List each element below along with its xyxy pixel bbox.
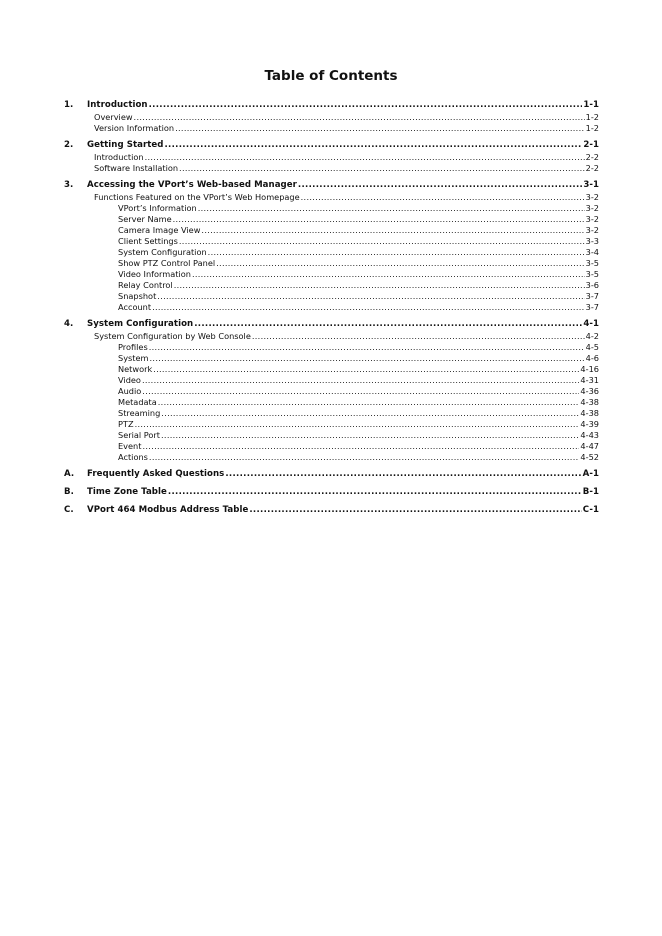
toc-entry-subsection[interactable] — [64, 214, 599, 225]
toc-entry-title: PTZ — [118, 419, 134, 429]
toc-entry-title: Streaming — [118, 408, 161, 418]
toc-dot-leader — [168, 486, 582, 499]
toc-entry-title: Snapshot — [118, 291, 157, 301]
toc-entry-title: Actions — [118, 452, 148, 462]
toc-entry-title: System Configuration — [118, 247, 207, 257]
toc-page-number: B-1 — [582, 487, 599, 497]
toc-dot-leader — [149, 452, 579, 463]
toc-chapter-title: Getting Started — [87, 140, 164, 150]
toc-dot-leader — [201, 225, 584, 236]
toc-page-number: 1-2 — [585, 123, 599, 133]
toc-entry-chapter[interactable] — [64, 99, 599, 112]
toc-page-number: 4-47 — [580, 441, 599, 451]
toc-entry-chapter[interactable] — [64, 179, 599, 192]
toc-dot-leader — [225, 468, 581, 481]
toc-entry-subsection[interactable] — [64, 386, 599, 397]
toc-entry-title: Audio — [118, 386, 142, 396]
toc-chapter-title: Accessing the VPort’s Web-based Manager — [87, 180, 297, 190]
toc-entry-subsection[interactable] — [64, 280, 599, 291]
toc-dot-leader — [158, 397, 580, 408]
toc-chapter-title: System Configuration — [87, 319, 194, 329]
toc-chapter-number: 1. — [64, 100, 74, 110]
toc-page-number: 3-2 — [585, 225, 599, 235]
toc-entry-title: Serial Port — [118, 430, 161, 440]
toc-chapter-title: Introduction — [87, 100, 148, 110]
toc-entry-subsection[interactable] — [64, 408, 599, 419]
toc-page-number: 4-5 — [585, 342, 599, 352]
toc-page-number: 3-2 — [585, 203, 599, 213]
toc-dot-leader — [192, 269, 585, 280]
toc-page-number: 3-7 — [585, 302, 599, 312]
toc-dot-leader — [142, 375, 579, 386]
toc-entry-subsection[interactable] — [64, 225, 599, 236]
toc-page-number: 4-2 — [585, 331, 599, 341]
toc-chapter-title: Frequently Asked Questions — [87, 469, 225, 479]
toc-page-number: 4-31 — [580, 375, 599, 385]
toc-entry-title: Version Information — [94, 123, 175, 133]
toc-entry-title: Functions Featured on the VPort’s Web Homepage — [94, 192, 300, 202]
toc-entry-section[interactable] — [64, 112, 599, 123]
toc-page-number: 3-7 — [585, 291, 599, 301]
toc-entry-title: Metadata — [118, 397, 157, 407]
toc-dot-leader — [174, 280, 585, 291]
toc-chapter-number: C. — [64, 505, 74, 515]
toc-page-number: 4-38 — [580, 397, 599, 407]
toc-page-number: 4-36 — [580, 386, 599, 396]
toc-section — [64, 99, 599, 134]
toc-page-number: 4-39 — [580, 419, 599, 429]
toc-chapter-title: VPort 464 Modbus Address Table — [87, 505, 249, 515]
toc-section — [64, 318, 599, 463]
toc-page-number: 2-1 — [583, 140, 599, 150]
toc-dot-leader — [208, 247, 585, 258]
page-title: Table of Contents — [264, 68, 398, 84]
toc-entry-chapter[interactable] — [64, 139, 599, 152]
toc-entry-title: System — [118, 353, 149, 363]
toc-entry-title: Video — [118, 375, 141, 385]
toc-page-number: 3-1 — [583, 180, 599, 190]
toc-dot-leader — [153, 364, 579, 375]
toc-entry-section[interactable] — [64, 331, 599, 342]
toc-page-number: 1-1 — [583, 100, 599, 110]
toc-entry-title: Client Settings — [118, 236, 178, 246]
toc-dot-leader — [252, 331, 585, 342]
toc-entry-subsection[interactable] — [64, 364, 599, 375]
toc-entry-section[interactable] — [64, 123, 599, 134]
toc-entry-title: Overview — [94, 112, 133, 122]
toc-entry-subsection[interactable] — [64, 441, 599, 452]
toc-dot-leader — [149, 342, 585, 353]
toc-section — [64, 486, 599, 499]
toc-dot-leader — [152, 302, 585, 313]
toc-page-number: C-1 — [582, 505, 599, 515]
toc-page-number: 3-2 — [585, 214, 599, 224]
toc-entry-subsection[interactable] — [64, 258, 599, 269]
toc-dot-leader — [145, 152, 585, 163]
toc-entry-subsection[interactable] — [64, 353, 599, 364]
toc-chapter-number: 4. — [64, 319, 74, 329]
toc-entry-subsection[interactable] — [64, 419, 599, 430]
toc-entry-subsection[interactable] — [64, 236, 599, 247]
toc-dot-leader — [164, 139, 582, 152]
toc-dot-leader — [298, 179, 582, 192]
table-of-contents — [64, 99, 599, 522]
toc-entry-subsection[interactable] — [64, 291, 599, 302]
toc-entry-title: Relay Control — [118, 280, 173, 290]
toc-dot-leader — [135, 419, 580, 430]
toc-entry-subsection[interactable] — [64, 430, 599, 441]
toc-page-number: 4-43 — [580, 430, 599, 440]
toc-dot-leader — [134, 112, 585, 123]
toc-page-number: 3-3 — [585, 236, 599, 246]
toc-entry-title: VPort’s Information — [118, 203, 197, 213]
toc-dot-leader — [249, 504, 581, 517]
toc-entry-section[interactable] — [64, 163, 599, 174]
toc-dot-leader — [161, 430, 579, 441]
toc-dot-leader — [179, 163, 585, 174]
toc-dot-leader — [150, 353, 585, 364]
toc-chapter-number: B. — [64, 487, 74, 497]
toc-entry-subsection[interactable] — [64, 302, 599, 313]
toc-chapter-number: 3. — [64, 180, 74, 190]
toc-entry-subsection[interactable] — [64, 342, 599, 353]
toc-chapter-title: Time Zone Table — [87, 487, 167, 497]
toc-dot-leader — [161, 408, 579, 419]
toc-entry-chapter[interactable] — [64, 486, 599, 499]
toc-entry-title: Introduction — [94, 152, 144, 162]
toc-dot-leader — [173, 214, 585, 225]
toc-chapter-number: 2. — [64, 140, 74, 150]
toc-page-number: 3-4 — [585, 247, 599, 257]
toc-dot-leader — [175, 123, 585, 134]
toc-chapter-number: A. — [64, 469, 75, 479]
toc-entry-title: Profiles — [118, 342, 148, 352]
toc-page-number: 3-5 — [585, 258, 599, 268]
toc-dot-leader — [142, 386, 579, 397]
toc-entry-title: Show PTZ Control Panel — [118, 258, 216, 268]
toc-entry-title: Camera Image View — [118, 225, 201, 235]
toc-section — [64, 179, 599, 313]
toc-page-number: 4-52 — [580, 452, 599, 462]
toc-entry-title: System Configuration by Web Console — [94, 331, 251, 341]
toc-section — [64, 504, 599, 517]
toc-page-number: 3-5 — [585, 269, 599, 279]
toc-entry-subsection[interactable] — [64, 452, 599, 463]
toc-page-number: 4-38 — [580, 408, 599, 418]
toc-page-number: 4-6 — [585, 353, 599, 363]
toc-entry-subsection[interactable] — [64, 397, 599, 408]
toc-dot-leader — [301, 192, 585, 203]
toc-entry-title: Account — [118, 302, 152, 312]
toc-section — [64, 468, 599, 481]
toc-dot-leader — [198, 203, 585, 214]
toc-entry-section[interactable] — [64, 152, 599, 163]
toc-page-number: A-1 — [582, 469, 599, 479]
toc-dot-leader — [142, 441, 579, 452]
toc-entry-section[interactable] — [64, 192, 599, 203]
toc-page-number: 3-2 — [585, 192, 599, 202]
toc-dot-leader — [216, 258, 584, 269]
toc-dot-leader — [179, 236, 585, 247]
toc-entry-subsection[interactable] — [64, 375, 599, 386]
toc-page-number: 1-2 — [585, 112, 599, 122]
toc-entry-subsection[interactable] — [64, 269, 599, 280]
toc-entry-subsection[interactable] — [64, 203, 599, 214]
toc-entry-title: Video Information — [118, 269, 191, 279]
toc-page-number: 4-16 — [580, 364, 599, 374]
toc-entry-title: Software Installation — [94, 163, 179, 173]
toc-dot-leader — [157, 291, 584, 302]
toc-entry-chapter[interactable] — [64, 468, 599, 481]
toc-entry-title: Network — [118, 364, 153, 374]
toc-page-number: 2-2 — [585, 163, 599, 173]
toc-entry-title: Server Name — [118, 214, 172, 224]
toc-dot-leader — [149, 99, 583, 112]
toc-entry-subsection[interactable] — [64, 247, 599, 258]
toc-entry-title: Event — [118, 441, 142, 451]
toc-dot-leader — [194, 318, 582, 331]
toc-entry-chapter[interactable] — [64, 318, 599, 331]
toc-entry-chapter[interactable] — [64, 504, 599, 517]
toc-page-number: 2-2 — [585, 152, 599, 162]
toc-page-number: 4-1 — [583, 319, 599, 329]
toc-section — [64, 139, 599, 174]
toc-page-number: 3-6 — [585, 280, 599, 290]
